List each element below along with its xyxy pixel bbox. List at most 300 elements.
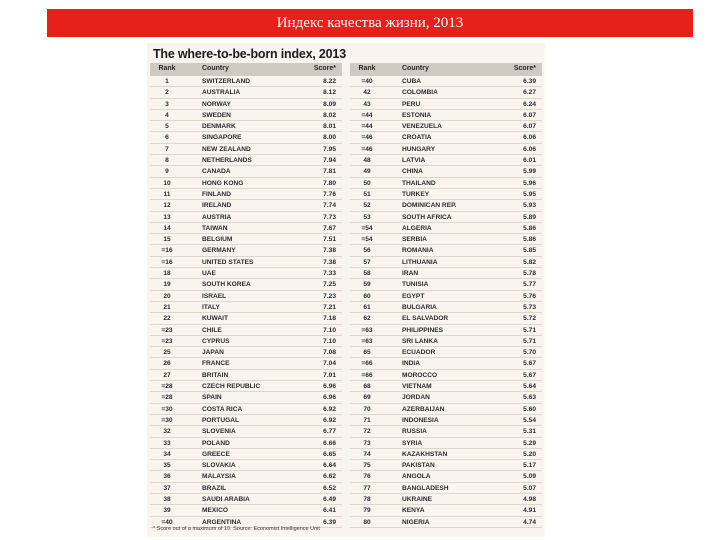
rank-cell: =28 (161, 394, 173, 402)
country-cell: CHINA (402, 168, 423, 176)
rank-cell: 57 (363, 258, 371, 266)
rank-cell: =63 (361, 337, 373, 345)
score-cell: 7.18 (323, 315, 336, 323)
table-row (150, 268, 342, 279)
table-row (150, 200, 342, 211)
rank-cell: 22 (163, 315, 171, 323)
country-cell: EL SALVADOR (402, 315, 449, 323)
score-cell: 6.64 (323, 462, 336, 470)
rank-cell: 49 (363, 168, 371, 176)
country-cell: TURKEY (402, 190, 430, 198)
table-body (150, 76, 342, 528)
score-cell: 6.07 (523, 111, 536, 119)
rank-cell: =30 (161, 416, 173, 424)
table-row (350, 178, 542, 189)
table-row (150, 404, 342, 415)
rank-cell: 75 (363, 462, 371, 470)
rank-cell: =28 (161, 383, 173, 391)
rank-cell: 15 (163, 236, 171, 244)
score-cell: 5.93 (523, 202, 536, 210)
country-cell: ARGENTINA (202, 518, 242, 526)
table-row (350, 234, 542, 245)
country-cell: JORDAN (402, 394, 430, 402)
table-row (350, 200, 542, 211)
score-cell: 7.38 (323, 247, 336, 255)
table-row (150, 325, 342, 336)
score-cell: 5.54 (523, 416, 536, 424)
score-cell: 8.00 (323, 134, 336, 142)
country-cell: GREECE (202, 450, 230, 458)
country-cell: BULGARIA (402, 303, 437, 311)
table-row (150, 76, 342, 87)
table-row (150, 257, 342, 268)
score-cell: 8.02 (323, 111, 336, 119)
score-cell: 5.89 (523, 213, 536, 221)
ranking-table-left (150, 63, 342, 528)
score-cell: 4.91 (523, 507, 536, 515)
table-row (150, 302, 342, 313)
table-row (350, 347, 542, 358)
country-cell: TUNISIA (402, 281, 429, 289)
rank-cell: 50 (363, 179, 371, 187)
rank-header: Rank (158, 65, 176, 72)
score-cell: 6.92 (323, 416, 336, 424)
country-cell: NORWAY (202, 100, 231, 108)
score-cell: 4.98 (523, 495, 536, 503)
score-cell: 7.95 (323, 145, 336, 153)
country-cell: BRITAIN (202, 371, 229, 379)
country-cell: FINLAND (202, 190, 231, 198)
score-header: Score* (513, 65, 536, 72)
table-row (350, 426, 542, 437)
score-cell: 5.17 (523, 462, 536, 470)
country-cell: CUBA (402, 78, 422, 85)
table-row (150, 438, 342, 449)
rank-cell: 27 (163, 371, 171, 379)
rank-cell: 53 (363, 213, 371, 221)
table-row (150, 212, 342, 223)
rank-cell: 34 (163, 450, 171, 458)
table-row (150, 245, 342, 256)
rank-cell: =46 (361, 134, 373, 142)
score-cell: 5.82 (523, 258, 536, 266)
score-cell: 8.22 (323, 78, 336, 85)
country-cell: ESTONIA (402, 111, 432, 119)
country-cell: UAE (202, 270, 216, 278)
score-cell: 8.12 (323, 89, 336, 97)
score-cell: 6.96 (323, 394, 336, 402)
score-cell: 5.70 (523, 349, 536, 357)
score-cell: 5.78 (523, 270, 536, 278)
rank-cell: 68 (363, 383, 371, 391)
country-cell: THAILAND (402, 179, 436, 187)
table-row (350, 291, 542, 302)
rank-cell: 6 (165, 134, 169, 142)
table-row (150, 483, 342, 494)
score-cell: 6.66 (323, 439, 336, 447)
score-cell: 7.10 (323, 326, 336, 334)
score-cell: 4.74 (523, 518, 536, 526)
table-row (350, 268, 542, 279)
table-row (150, 189, 342, 200)
score-cell: 5.60 (523, 405, 536, 413)
score-cell: 6.96 (323, 383, 336, 391)
country-cell: CHILE (202, 326, 222, 334)
rank-cell: 73 (363, 439, 371, 447)
table-body (350, 76, 542, 528)
table-row (150, 336, 342, 347)
rank-cell: 77 (363, 484, 371, 492)
score-cell: 7.21 (323, 303, 336, 311)
rank-cell: 60 (363, 292, 371, 300)
table-row (350, 76, 542, 87)
score-cell: 6.65 (323, 450, 336, 458)
country-cell: BRAZIL (202, 484, 227, 492)
table-row (150, 505, 342, 516)
country-cell: PHILIPPINES (402, 326, 444, 334)
rank-cell: 48 (363, 157, 371, 165)
country-cell: INDONESIA (402, 416, 439, 424)
score-cell: 5.67 (523, 360, 536, 368)
rank-cell: 2 (165, 89, 169, 97)
country-cell: ISRAEL (202, 292, 227, 300)
rank-cell: =54 (361, 224, 373, 232)
country-cell: NETHERLANDS (202, 157, 252, 165)
table-row (350, 223, 542, 234)
rank-cell: =23 (161, 337, 173, 345)
table-row (150, 471, 342, 482)
country-cell: MEXICO (202, 507, 229, 515)
score-cell: 7.33 (323, 270, 336, 278)
score-cell: 5.77 (523, 281, 536, 289)
country-cell: SINGAPORE (202, 134, 242, 142)
country-header: Country (202, 65, 229, 72)
table-row (150, 234, 342, 245)
rank-cell: 52 (363, 202, 371, 210)
table-row (350, 110, 542, 121)
table-row (350, 336, 542, 347)
table-row (150, 381, 342, 392)
table-row (150, 313, 342, 324)
score-cell: 5.29 (523, 439, 536, 447)
score-cell: 5.76 (523, 292, 536, 300)
country-cell: SERBIA (402, 236, 427, 244)
country-cell: SOUTH AFRICA (402, 213, 452, 221)
table-row (350, 370, 542, 381)
country-cell: LITHUANIA (402, 258, 438, 266)
table-row (150, 426, 342, 437)
rank-cell: 3 (165, 100, 169, 108)
score-cell: 6.41 (323, 507, 336, 515)
country-header: Country (402, 65, 429, 72)
country-cell: PAKISTAN (402, 462, 435, 470)
country-cell: BELGIUM (202, 236, 233, 244)
score-cell: 5.09 (523, 473, 536, 481)
country-cell: SWITZERLAND (202, 78, 250, 85)
rank-cell: =40 (161, 518, 173, 526)
score-cell: 5.64 (523, 383, 536, 391)
rank-cell: 14 (163, 224, 171, 232)
table-row (350, 415, 542, 426)
rank-cell: =46 (361, 145, 373, 153)
rank-cell: =16 (161, 247, 173, 255)
rank-cell: 38 (163, 495, 171, 503)
country-cell: SLOVAKIA (202, 462, 236, 470)
country-cell: CZECH REPUBLIC (202, 383, 261, 391)
score-cell: 7.67 (323, 224, 336, 232)
score-cell: 5.95 (523, 190, 536, 198)
country-cell: PORTUGAL (202, 416, 239, 424)
table-row (350, 121, 542, 132)
country-cell: BANGLADESH (402, 484, 449, 492)
rank-cell: 26 (163, 360, 171, 368)
rank-cell: =23 (161, 326, 173, 334)
score-cell: 6.39 (323, 518, 336, 526)
country-cell: ITALY (202, 303, 220, 311)
rank-cell: 43 (363, 100, 371, 108)
table-row (150, 99, 342, 110)
score-cell: 6.62 (323, 473, 336, 481)
country-cell: HUNGARY (402, 145, 436, 153)
rank-cell: 7 (165, 145, 169, 153)
rank-cell: 72 (363, 428, 371, 436)
score-cell: 5.86 (523, 224, 536, 232)
country-cell: EGYPT (402, 292, 425, 300)
table-row (150, 279, 342, 290)
ranking-table-right (350, 63, 542, 528)
score-cell: 7.10 (323, 337, 336, 345)
country-cell: IRELAND (202, 202, 232, 210)
rank-cell: =63 (361, 326, 373, 334)
score-cell: 6.01 (523, 157, 536, 165)
rank-cell: =40 (361, 78, 373, 85)
score-cell: 6.24 (523, 100, 536, 108)
table-row (350, 438, 542, 449)
table-row (150, 415, 342, 426)
score-cell: 5.72 (523, 315, 536, 323)
table-row (150, 144, 342, 155)
score-cell: 6.52 (323, 484, 336, 492)
country-cell: SRI LANKA (402, 337, 438, 345)
rank-cell: =16 (161, 258, 173, 266)
score-cell: 5.71 (523, 326, 536, 334)
table-row (150, 121, 342, 132)
score-cell: 5.96 (523, 179, 536, 187)
table-header (150, 63, 342, 76)
country-cell: PERU (402, 100, 421, 108)
rank-cell: 79 (363, 507, 371, 515)
country-cell: MALAYSIA (202, 473, 236, 481)
country-cell: AUSTRIA (202, 213, 232, 221)
score-cell: 7.81 (323, 168, 336, 176)
country-cell: KAZAKHSTAN (402, 450, 448, 458)
table-row (150, 392, 342, 403)
country-cell: IRAN (402, 270, 419, 278)
rank-cell: 76 (363, 473, 371, 481)
country-cell: SWEDEN (202, 111, 231, 119)
rank-cell: 1 (165, 78, 169, 85)
country-cell: COSTA RICA (202, 405, 243, 413)
score-cell: 5.20 (523, 450, 536, 458)
country-cell: SYRIA (402, 439, 423, 447)
country-cell: KUWAIT (202, 315, 229, 323)
rank-cell: 56 (363, 247, 371, 255)
table-row (350, 279, 542, 290)
table-row (150, 358, 342, 369)
rank-cell: 37 (163, 484, 171, 492)
country-cell: FRANCE (202, 360, 230, 368)
table-row (150, 370, 342, 381)
country-cell: ANGOLA (402, 473, 431, 481)
slide-title: Индекс качества жизни, 2013 (47, 9, 693, 37)
country-cell: SAUDI ARABIA (202, 495, 250, 503)
rank-cell: 70 (363, 405, 371, 413)
rank-cell: 39 (163, 507, 171, 515)
country-cell: KENYA (402, 507, 425, 515)
table-row (350, 381, 542, 392)
table-row (150, 155, 342, 166)
rank-cell: 58 (363, 270, 371, 278)
score-cell: 6.39 (523, 78, 536, 85)
country-cell: HONG KONG (202, 179, 244, 187)
score-cell: 6.92 (323, 405, 336, 413)
table-row (350, 257, 542, 268)
table-row (350, 132, 542, 143)
table-row (150, 449, 342, 460)
table-row (150, 291, 342, 302)
table-row (350, 392, 542, 403)
country-cell: AZERBAIJAN (402, 405, 445, 413)
table-row (350, 449, 542, 460)
country-cell: NEW ZEALAND (202, 145, 251, 153)
country-cell: CANADA (202, 168, 231, 176)
table-row (350, 505, 542, 516)
country-cell: LATVIA (402, 157, 426, 165)
country-cell: DENMARK (202, 123, 236, 131)
table-row (350, 166, 542, 177)
country-cell: ECUADOR (402, 349, 436, 357)
footnote: * Score out of a maximum of 10. Source: Economist Intelligence Unit (153, 526, 320, 532)
rank-cell: 74 (363, 450, 371, 458)
table-row (150, 178, 342, 189)
score-cell: 7.51 (323, 236, 336, 244)
table-row (350, 144, 542, 155)
table-row (350, 483, 542, 494)
rank-cell: 5 (165, 123, 169, 131)
table-row (150, 110, 342, 121)
score-cell: 5.99 (523, 168, 536, 176)
table-row (350, 313, 542, 324)
score-cell: 5.73 (523, 303, 536, 311)
score-cell: 5.63 (523, 394, 536, 402)
country-cell: MOROCCO (402, 371, 438, 379)
score-cell: 7.74 (323, 202, 336, 210)
table-row (350, 87, 542, 98)
score-cell: 7.76 (323, 190, 336, 198)
rank-cell: =54 (361, 236, 373, 244)
score-header: Score* (313, 65, 336, 72)
country-cell: SPAIN (202, 394, 222, 402)
country-cell: ROMANIA (402, 247, 434, 255)
rank-cell: 36 (163, 473, 171, 481)
rank-cell: 20 (163, 292, 171, 300)
score-cell: 5.71 (523, 337, 536, 345)
score-cell: 5.85 (523, 247, 536, 255)
score-cell: 7.08 (323, 349, 336, 357)
rank-cell: 4 (165, 111, 169, 119)
score-cell: 7.80 (323, 179, 336, 187)
score-cell: 7.25 (323, 281, 336, 289)
rank-cell: =44 (361, 123, 373, 131)
table-row (150, 166, 342, 177)
country-cell: TAIWAN (202, 224, 228, 232)
score-cell: 7.01 (323, 371, 336, 379)
country-cell: VIETNAM (402, 383, 432, 391)
rank-cell: 78 (363, 495, 371, 503)
score-cell: 7.38 (323, 258, 336, 266)
table-row (350, 245, 542, 256)
ranking-figure (147, 43, 545, 537)
country-cell: ALGERIA (402, 224, 432, 232)
country-cell: CROATIA (402, 134, 432, 142)
score-cell: 5.86 (523, 236, 536, 244)
rank-cell: 42 (363, 89, 371, 97)
table-row (350, 302, 542, 313)
table-row (350, 155, 542, 166)
country-cell: UNITED STATES (202, 258, 254, 266)
table-row (350, 325, 542, 336)
country-cell: JAPAN (202, 349, 224, 357)
country-cell: GERMANY (202, 247, 236, 255)
rank-cell: 25 (163, 349, 171, 357)
score-cell: 6.27 (523, 89, 536, 97)
rank-cell: =30 (161, 405, 173, 413)
table-row (350, 404, 542, 415)
country-cell: CYPRUS (202, 337, 230, 345)
score-cell: 8.01 (323, 123, 336, 131)
country-cell: DOMINICAN REP. (402, 202, 457, 210)
rank-cell: 51 (363, 190, 371, 198)
rank-cell: 32 (163, 428, 171, 436)
score-cell: 6.49 (323, 495, 336, 503)
score-cell: 5.67 (523, 371, 536, 379)
rank-cell: 62 (363, 315, 371, 323)
rank-cell: 9 (165, 168, 169, 176)
country-cell: SLOVENIA (202, 428, 236, 436)
score-cell: 8.09 (323, 100, 336, 108)
country-cell: AUSTRALIA (202, 89, 241, 97)
score-cell: 5.07 (523, 484, 536, 492)
rank-cell: =66 (361, 371, 373, 379)
score-cell: 6.06 (523, 134, 536, 142)
rank-cell: 33 (163, 439, 171, 447)
table-row (350, 460, 542, 471)
country-cell: COLOMBIA (402, 89, 438, 97)
table-row (350, 99, 542, 110)
rank-cell: 65 (363, 349, 371, 357)
score-cell: 7.73 (323, 213, 336, 221)
country-cell: SOUTH KOREA (202, 281, 251, 289)
rank-cell: =66 (361, 360, 373, 368)
rank-cell: 10 (163, 179, 171, 187)
score-cell: 7.04 (323, 360, 336, 368)
table-row (350, 517, 542, 528)
country-cell: POLAND (202, 439, 230, 447)
country-cell: RUSSIA (402, 428, 427, 436)
rank-cell: 13 (163, 213, 171, 221)
rank-header: Rank (358, 65, 376, 72)
rank-cell: 19 (163, 281, 171, 289)
